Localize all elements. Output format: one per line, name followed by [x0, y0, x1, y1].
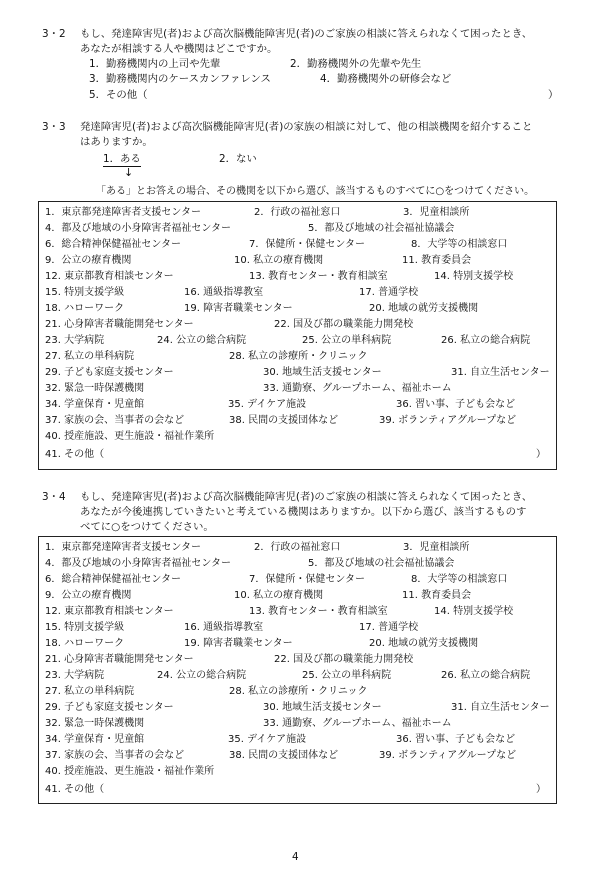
list-item: 28. 私立の診療所・クリニック	[229, 686, 368, 697]
down-arrow-icon: ↓	[124, 166, 134, 179]
list-item: 9．公立の療育機関	[45, 590, 132, 601]
list-item: 35. デイケア施設	[228, 734, 307, 745]
list-item: 8．大学等の相談窓口	[411, 574, 508, 585]
list-item: 11. 教育委員会	[402, 590, 472, 601]
list-item: 17. 普通学校	[359, 622, 419, 633]
list-item: 7．保健所・保健センター	[249, 574, 365, 585]
question-3-4-number: 3・4	[42, 491, 66, 503]
question-3-4-line2: あなたが今後連携していきたいと考えている機関はありますか。以下から選び、該当するものす	[80, 506, 527, 518]
list-item: 3．児童相談所	[403, 207, 470, 218]
list-item: 1．東京都発達障害者支援センター	[45, 542, 201, 553]
question-3-3-line1: 発達障害児(者)および高次脳機能障害児(者)の家族の相談に対して、他の相談機関を紹介すること	[80, 121, 533, 133]
list-item: 18. ハローワーク	[45, 638, 125, 649]
list-item: 29. 子ども家庭支援センター	[45, 702, 174, 713]
list-item: 26. 私立の総合病院	[441, 670, 531, 681]
list-item: 39. ボランティアグループなど	[379, 750, 517, 761]
list-item: 26. 私立の総合病院	[441, 335, 531, 346]
list-item: 34. 学童保育・児童館	[45, 399, 145, 410]
list-item: 12. 東京都教育相談センター	[45, 271, 174, 282]
list-item: 33. 通勤寮、グループホーム、福祉ホーム	[263, 718, 452, 729]
q33-instruction: 「ある」とお答えの場合、その機関を以下から選び、該当するものすべてに○をつけてください。	[96, 186, 535, 197]
list-item: 24. 公立の総合病院	[157, 670, 247, 681]
list-item: 23. 大学病院	[45, 670, 105, 681]
list-item: 21. 心身障害者職能開発センター	[45, 319, 194, 330]
question-3-3-line2: はありますか。	[80, 136, 153, 148]
list-item: 40. 授産施設、更生施設・福祉作業所	[45, 766, 215, 777]
list-item: 27. 私立の単科病院	[45, 351, 135, 362]
list-item: 5．都及び地域の社会福祉協議会	[308, 558, 455, 569]
list-item: 6．総合精神保健福祉センター	[45, 239, 181, 250]
list-item: 2．行政の福祉窓口	[254, 207, 341, 218]
list-item: 5．都及び地域の社会福祉協議会	[308, 223, 455, 234]
list-item: 27. 私立の単科病院	[45, 686, 135, 697]
list-item: 31. 自立生活センター	[451, 702, 550, 713]
list-item: 41. その他（	[45, 449, 105, 460]
q32-option-other: 5．その他（	[89, 89, 148, 101]
list-item: 25. 公立の単科病院	[302, 335, 392, 346]
list-item: 33. 通勤寮、グループホーム、福祉ホーム	[263, 383, 452, 394]
list-item: 31. 自立生活センター	[451, 367, 550, 378]
list-item: 32. 緊急一時保護機関	[45, 383, 145, 394]
list-item: 15. 特別支援学級	[45, 287, 125, 298]
q32-option-1: 1．勤務機関内の上司や先輩	[89, 58, 221, 70]
list-other-close: ）	[536, 449, 546, 460]
list-item: 20. 地域の就労支援機関	[369, 638, 479, 649]
list-item: 3．児童相談所	[403, 542, 470, 553]
list-item: 23. 大学病院	[45, 335, 105, 346]
list-item: 4．都及び地域の小身障害者福祉センター	[45, 558, 231, 569]
question-3-2-line1: もし、発達障害児(者)および高次脳機能障害児(者)のご家族の相談に答えられなくて困ったとき、	[80, 28, 533, 40]
q33-option-no: 2．ない	[219, 153, 257, 165]
list-item: 4．都及び地域の小身障害者福祉センター	[45, 223, 231, 234]
institution-list-box-2	[38, 536, 557, 804]
q33-option-yes: 1．ある	[103, 153, 141, 165]
list-item: 35. デイケア施設	[228, 399, 307, 410]
list-item: 40. 授産施設、更生施設・福祉作業所	[45, 431, 215, 442]
list-item: 24. 公立の総合病院	[157, 335, 247, 346]
list-item: 2．行政の福祉窓口	[254, 542, 341, 553]
question-3-4-line1: もし、発達障害児(者)および高次脳機能障害児(者)のご家族の相談に答えられなくて困ったとき、	[80, 491, 533, 503]
list-item: 39. ボランティアグループなど	[379, 415, 517, 426]
q32-option-other-close: ）	[548, 89, 559, 101]
list-item: 6．総合精神保健福祉センター	[45, 574, 181, 585]
list-item: 7．保健所・保健センター	[249, 239, 365, 250]
question-3-2-number: 3・2	[42, 28, 66, 40]
list-item: 9．公立の療育機関	[45, 255, 132, 266]
question-3-3-number: 3・3	[42, 121, 66, 133]
list-item: 17. 普通学校	[359, 287, 419, 298]
question-3-4-line3: べてに○をつけてください。	[80, 521, 214, 533]
list-item: 28. 私立の診療所・クリニック	[229, 351, 368, 362]
list-item: 37. 家族の会、当事者の会など	[45, 415, 185, 426]
q32-option-2: 2．勤務機関外の先輩や先生	[290, 58, 422, 70]
list-item: 41. その他（	[45, 784, 105, 795]
list-item: 29. 子ども家庭支援センター	[45, 367, 174, 378]
list-item: 25. 公立の単科病院	[302, 670, 392, 681]
list-item: 12. 東京都教育相談センター	[45, 606, 174, 617]
list-item: 21. 心身障害者職能開発センター	[45, 654, 194, 665]
q32-option-3: 3．勤務機関内のケースカンファレンス	[89, 73, 271, 85]
list-item: 14. 特別支援学校	[434, 271, 514, 282]
q32-option-4: 4．勤務機関外の研修会など	[320, 73, 452, 85]
list-item: 15. 特別支援学級	[45, 622, 125, 633]
institution-list-box-1	[38, 201, 557, 470]
list-item: 13. 教育センター・教育相談室	[249, 606, 388, 617]
list-other-close: ）	[536, 784, 546, 795]
page-number: 4	[292, 851, 299, 863]
question-3-2-line2: あなたが相談する人や機関はどこですか。	[80, 43, 278, 55]
list-item: 1．東京都発達障害者支援センター	[45, 207, 201, 218]
list-item: 8．大学等の相談窓口	[411, 239, 508, 250]
list-item: 22. 国及び都の職業能力開発校	[274, 319, 414, 330]
list-item: 36. 習い事、子ども会など	[396, 399, 516, 410]
list-item: 34. 学童保育・児童館	[45, 734, 145, 745]
list-item: 19. 障害者職業センター	[184, 303, 293, 314]
list-item: 11. 教育委員会	[402, 255, 472, 266]
list-item: 14. 特別支援学校	[434, 606, 514, 617]
list-item: 18. ハローワーク	[45, 303, 125, 314]
list-item: 37. 家族の会、当事者の会など	[45, 750, 185, 761]
list-item: 16. 通級指導教室	[184, 622, 264, 633]
list-item: 30. 地域生活支援センター	[263, 367, 382, 378]
list-item: 16. 通級指導教室	[184, 287, 264, 298]
list-item: 38. 民間の支援団体など	[229, 750, 339, 761]
list-item: 10. 私立の療育機関	[234, 255, 324, 266]
list-item: 20. 地域の就労支援機関	[369, 303, 479, 314]
list-item: 22. 国及び都の職業能力開発校	[274, 654, 414, 665]
list-item: 13. 教育センター・教育相談室	[249, 271, 388, 282]
list-item: 10. 私立の療育機関	[234, 590, 324, 601]
list-item: 38. 民間の支援団体など	[229, 415, 339, 426]
list-item: 36. 習い事、子ども会など	[396, 734, 516, 745]
list-item: 30. 地域生活支援センター	[263, 702, 382, 713]
list-item: 19. 障害者職業センター	[184, 638, 293, 649]
list-item: 32. 緊急一時保護機関	[45, 718, 145, 729]
